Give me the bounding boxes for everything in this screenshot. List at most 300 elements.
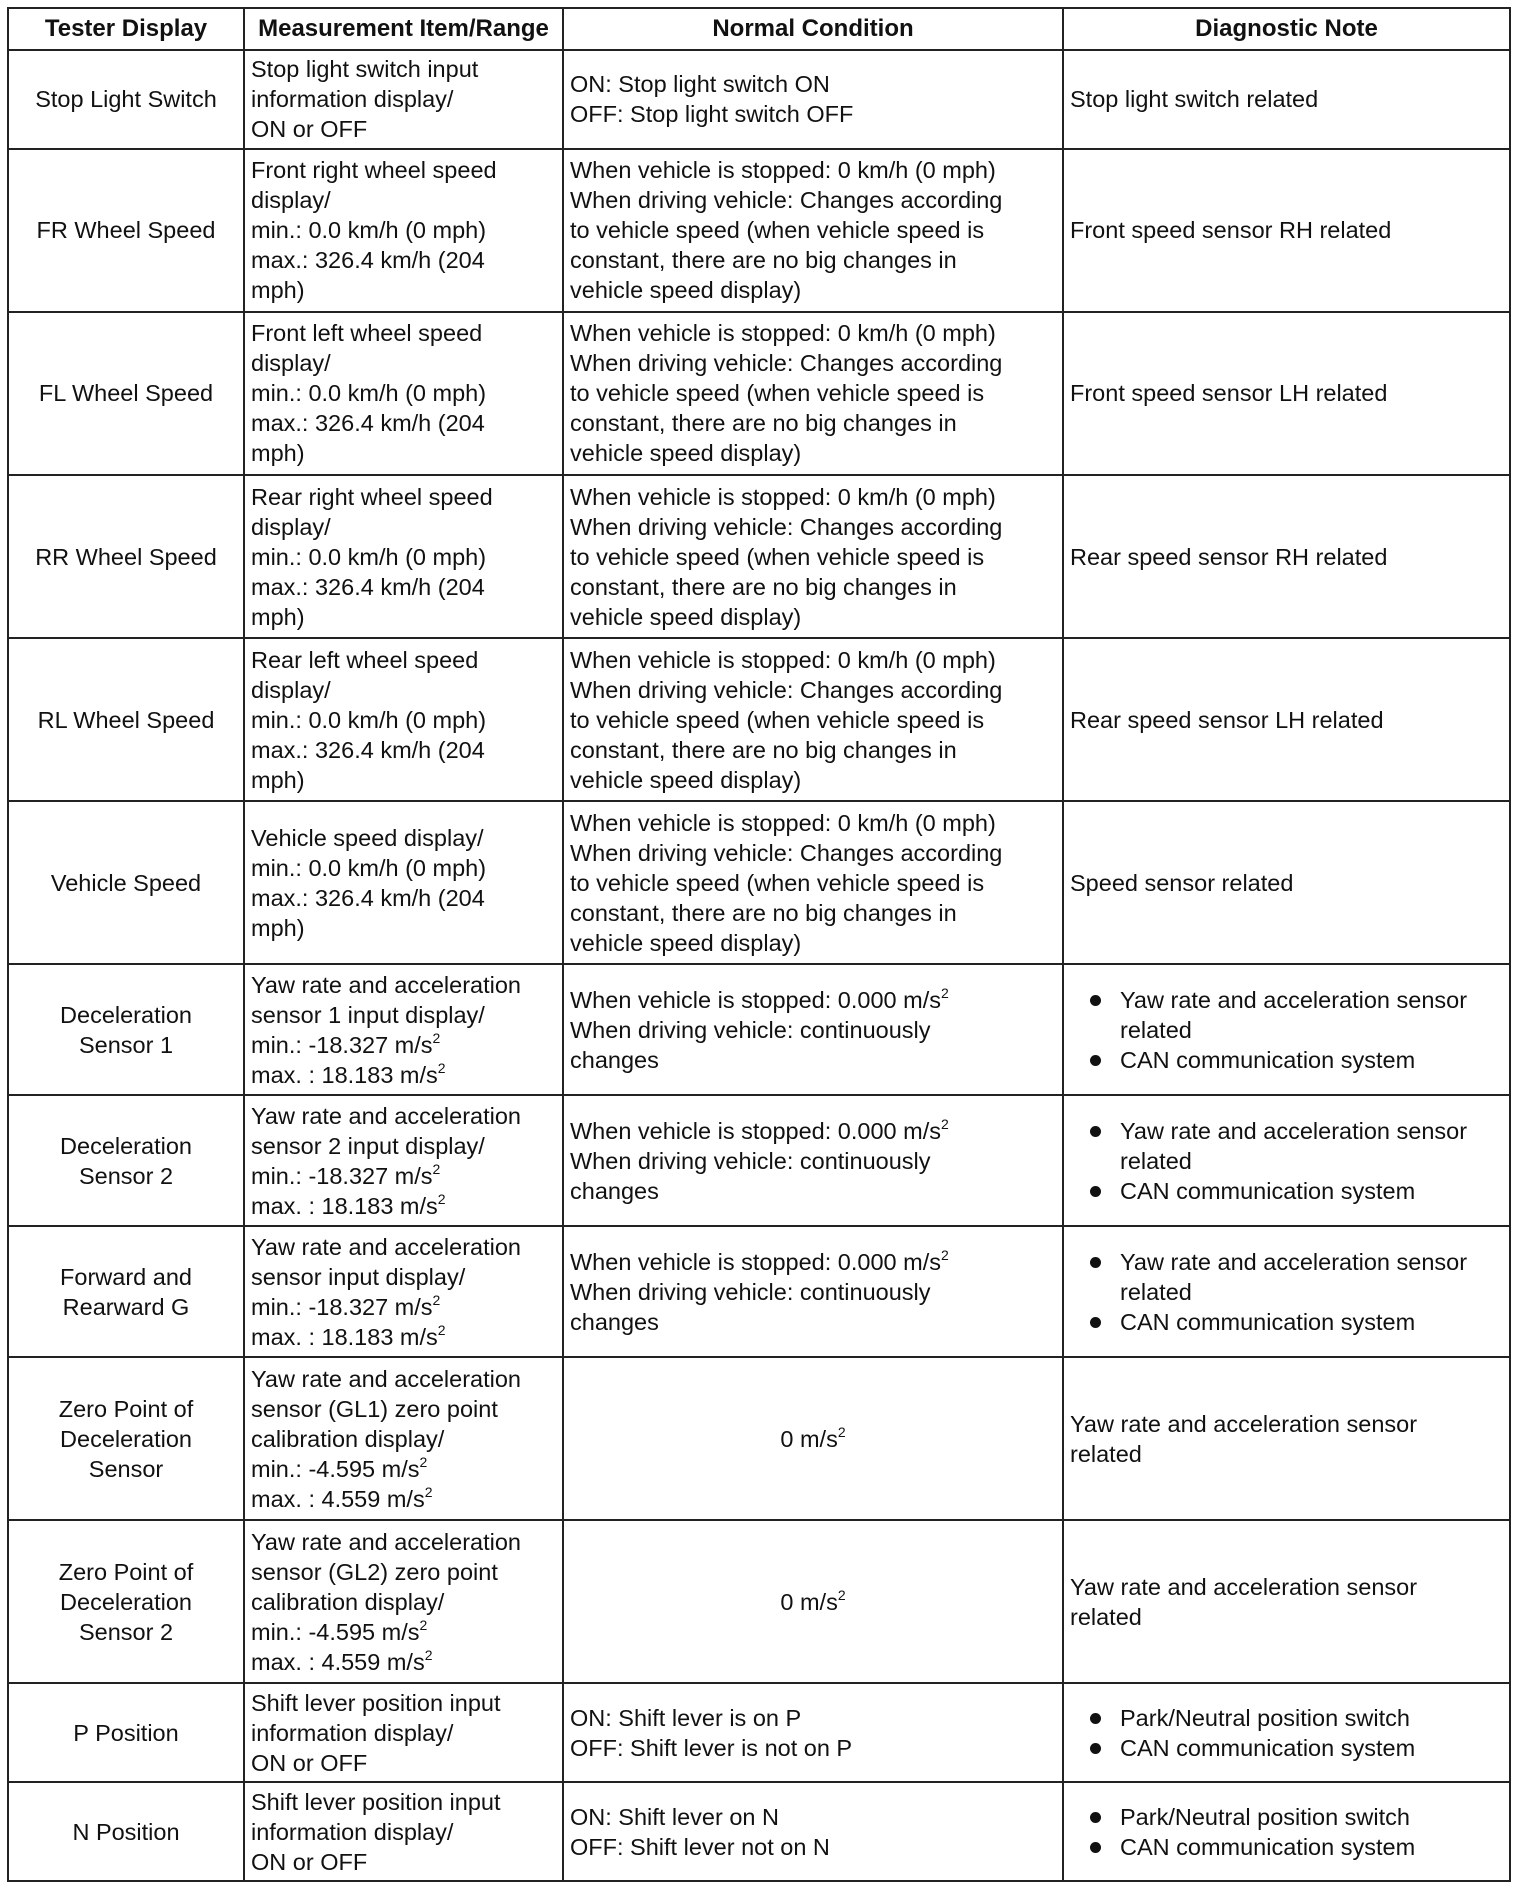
text-line (570, 735, 1056, 765)
cell-lines (1070, 215, 1503, 245)
measurement-range-cell (244, 1357, 563, 1520)
text-line-content: display/ (251, 676, 331, 703)
text-line-content: When driving vehicle: Changes according (570, 839, 1003, 866)
diagnostic-bullet-list (1070, 985, 1503, 1075)
superscript-exponent: 2 (424, 1483, 433, 1500)
text-line-content: When driving vehicle: Changes according (570, 187, 1003, 214)
text-line-content: When vehicle is stopped: 0 km/h (0 mph) (570, 646, 996, 673)
text-line-content: Front left wheel speed (251, 320, 483, 347)
table-header-row (8, 8, 1510, 50)
text-line-content: related (1070, 1603, 1142, 1630)
superscript-exponent: 2 (437, 1190, 446, 1207)
text-line-content: Deceleration (60, 1425, 192, 1452)
tester-display-cell (8, 964, 244, 1095)
text-line-content: min.: -18.327 m/s (251, 1031, 433, 1058)
cell-lines (1070, 868, 1503, 898)
tester-display-cell (8, 1520, 244, 1683)
tester-display-cell (8, 801, 244, 964)
text-line (15, 1030, 237, 1060)
tester-display-cell (8, 638, 244, 801)
diagnostic-note-cell (1063, 1782, 1510, 1881)
text-line (251, 1557, 556, 1587)
text-line (570, 1277, 1056, 1307)
text-line-content: min.: -4.595 m/s (251, 1455, 420, 1482)
cell-lines (15, 1000, 237, 1060)
text-line (15, 378, 237, 408)
diagnostic-note-cell (1063, 312, 1510, 475)
text-line-content: Rear left wheel speed (251, 646, 479, 673)
diagnostic-note-cell (1063, 149, 1510, 312)
normal-condition-cell (563, 312, 1063, 475)
cell-lines (251, 155, 556, 305)
diagnostic-bullet-item (1070, 1116, 1503, 1176)
diagnostic-note-cell (1063, 1683, 1510, 1782)
text-line (15, 1817, 237, 1847)
text-line-content: changes (570, 1046, 659, 1073)
text-line (570, 245, 1056, 275)
text-line (15, 1000, 237, 1030)
text-line-content: max.: 326.4 km/h (204 (251, 247, 485, 274)
diagnostic-bullet-list (1070, 1247, 1503, 1337)
text-line (15, 1131, 237, 1161)
cell-lines (1070, 1572, 1503, 1632)
text-line (570, 1802, 1056, 1832)
text-line (15, 1424, 237, 1454)
text-line: CAN communication system (1120, 1734, 1416, 1761)
text-line (251, 1292, 556, 1322)
cell-lines (15, 378, 237, 408)
text-line-content: to vehicle speed (when vehicle speed is (570, 217, 985, 244)
text-line (570, 408, 1056, 438)
text-line-content: min.: 0.0 km/h (0 mph) (251, 854, 487, 881)
text-line (251, 155, 556, 185)
text-line (1070, 1409, 1503, 1439)
text-line (570, 1832, 1056, 1862)
text-line (1070, 378, 1503, 408)
text-line (15, 1617, 237, 1647)
cell-lines (15, 1262, 237, 1322)
text-line-content: Front speed sensor LH related (1070, 380, 1388, 407)
text-line (251, 645, 556, 675)
diagnostic-bullet-item (1070, 1247, 1503, 1307)
text-line-content: Sensor 1 (78, 1031, 174, 1058)
superscript-exponent: 2 (432, 1029, 441, 1046)
text-line (15, 84, 237, 114)
text-line-content: Shift lever position input (251, 1788, 501, 1815)
header-diagnostic-note: Diagnostic Note (1063, 8, 1510, 50)
bullet-icon (1090, 1126, 1101, 1137)
text-line-content: to vehicle speed (when vehicle speed is (570, 543, 985, 570)
text-line: Yaw rate and acceleration sensor (1120, 986, 1468, 1013)
superscript-exponent: 2 (432, 1291, 441, 1308)
text-line-content: Rear speed sensor LH related (1070, 706, 1384, 733)
tester-display-cell (8, 1095, 244, 1226)
text-line (251, 1424, 556, 1454)
text-line (251, 318, 556, 348)
text-line-content: mph) (251, 277, 305, 304)
normal-condition-cell (563, 50, 1063, 149)
text-line (1070, 542, 1503, 572)
diagnostic-bullet-list (1070, 1802, 1503, 1862)
normal-condition-cell (563, 1226, 1063, 1357)
text-line-content: sensor input display/ (251, 1263, 466, 1290)
diagnostic-bullet-item (1070, 1703, 1503, 1733)
text-line-content: min.: 0.0 km/h (0 mph) (251, 217, 487, 244)
text-line (15, 1394, 237, 1424)
text-line: Yaw rate and acceleration sensor (1120, 1117, 1468, 1144)
text-line (251, 1161, 556, 1191)
text-line-content: When vehicle is stopped: 0.000 m/s (570, 1248, 941, 1275)
text-line-content: When driving vehicle: continuously (570, 1016, 931, 1043)
text-line-content: OFF: Shift lever not on N (570, 1833, 830, 1860)
text-line-content: max.: 326.4 km/h (204 (251, 573, 485, 600)
text-line (1070, 1439, 1503, 1469)
text-line-content: constant, there are no big changes in (570, 899, 957, 926)
text-line-content: to vehicle speed (when vehicle speed is (570, 706, 985, 733)
text-line-content: Zero Point of (58, 1558, 194, 1585)
text-line-content: Deceleration (60, 1001, 192, 1028)
tester-display-cell (8, 50, 244, 149)
diagnostic-note-cell (1063, 964, 1510, 1095)
text-line-content: Sensor 2 (78, 1162, 174, 1189)
text-line (251, 1131, 556, 1161)
text-line (251, 1191, 556, 1221)
text-line (570, 348, 1056, 378)
superscript-exponent: 2 (432, 1160, 441, 1177)
text-line (1070, 868, 1503, 898)
text-line (570, 69, 1056, 99)
cell-lines (1070, 542, 1503, 572)
table-row (8, 1095, 1510, 1226)
bullet-icon (1090, 1317, 1101, 1328)
bullet-icon (1090, 1842, 1101, 1853)
text-line (251, 1030, 556, 1060)
diagnostic-bullet-item (1070, 1307, 1503, 1337)
cell-lines (570, 1703, 1056, 1763)
text-line-content: max. : 4.559 m/s (251, 1485, 425, 1512)
text-line-content: When vehicle is stopped: 0 km/h (0 mph) (570, 809, 996, 836)
normal-condition-cell (563, 1357, 1063, 1520)
text-line-content: vehicle speed display) (570, 277, 802, 304)
table-row (8, 964, 1510, 1095)
text-line-content: When vehicle is stopped: 0 km/h (0 mph) (570, 483, 996, 510)
text-line (570, 155, 1056, 185)
text-line (251, 482, 556, 512)
text-line-content: changes (570, 1308, 659, 1335)
text-line-content: When driving vehicle: continuously (570, 1278, 931, 1305)
text-line: Park/Neutral position switch (1120, 1704, 1410, 1731)
cell-lines (15, 1718, 237, 1748)
text-line-content: to vehicle speed (when vehicle speed is (570, 380, 985, 407)
text-line-content: Zero Point of (58, 1395, 194, 1422)
table-row (8, 1782, 1510, 1881)
measurement-range-cell (244, 149, 563, 312)
text-line-content: Rear speed sensor RH related (1070, 543, 1388, 570)
text-line (570, 808, 1056, 838)
diagnostic-note-cell (1063, 1226, 1510, 1357)
cell-lines (251, 1527, 556, 1677)
text-line-content: information display/ (251, 1818, 454, 1845)
cell-lines (251, 482, 556, 632)
text-line: related (1120, 1016, 1192, 1043)
diagnostic-bullet-item (1070, 1045, 1503, 1075)
header-normal-condition: Normal Condition (563, 8, 1063, 50)
measurement-range-cell (244, 50, 563, 149)
cell-lines (251, 1787, 556, 1877)
diagnostic-bullet-item (1070, 1832, 1503, 1862)
text-line (570, 1307, 1056, 1337)
text-line-content: Rearward G (62, 1293, 190, 1320)
text-line (251, 1847, 556, 1877)
text-line-content: Yaw rate and acceleration (251, 971, 521, 998)
text-line (251, 84, 556, 114)
normal-condition-cell (563, 1683, 1063, 1782)
text-line-content: Vehicle Speed (50, 869, 202, 896)
bullet-icon (1090, 1186, 1101, 1197)
text-line-content: sensor (GL1) zero point (251, 1395, 498, 1422)
text-line-content: constant, there are no big changes in (570, 573, 957, 600)
text-line-content: display/ (251, 513, 331, 540)
text-line (251, 572, 556, 602)
text-line (570, 675, 1056, 705)
cell-lines (15, 705, 237, 735)
text-line (570, 438, 1056, 468)
cell-lines (251, 1688, 556, 1778)
tester-display-cell (8, 1683, 244, 1782)
text-line-content: min.: -18.327 m/s (251, 1293, 433, 1320)
text-line (251, 1232, 556, 1262)
normal-condition-cell (563, 1095, 1063, 1226)
text-line (15, 215, 237, 245)
text-line-content: When vehicle is stopped: 0.000 m/s (570, 1117, 941, 1144)
text-line (570, 542, 1056, 572)
text-line (251, 765, 556, 795)
superscript-exponent: 2 (437, 1059, 446, 1076)
text-line-content: vehicle speed display) (570, 929, 802, 956)
text-line (251, 675, 556, 705)
text-line-content: Yaw rate and acceleration (251, 1365, 521, 1392)
text-line (570, 602, 1056, 632)
measurement-range-cell (244, 1226, 563, 1357)
diagnostic-note-cell (1063, 50, 1510, 149)
text-line-content: When driving vehicle: Changes according (570, 676, 1003, 703)
text-line-content: vehicle speed display) (570, 603, 802, 630)
text-line (251, 1060, 556, 1090)
cell-lines (251, 1232, 556, 1352)
diagnostic-bullet-item (1070, 1802, 1503, 1832)
cell-lines (570, 1802, 1056, 1862)
superscript-exponent: 2 (837, 1586, 846, 1603)
text-line-content: Rear right wheel speed (251, 483, 493, 510)
tester-display-cell (8, 1357, 244, 1520)
text-line-content: max. : 4.559 m/s (251, 1648, 425, 1675)
text-line-content: ON or OFF (251, 116, 368, 143)
text-line-content: OFF: Stop light switch OFF (570, 101, 854, 128)
text-line-content: min.: 0.0 km/h (0 mph) (251, 706, 487, 733)
text-line (570, 645, 1056, 675)
text-line (251, 1484, 556, 1514)
tester-display-cell (8, 1782, 244, 1881)
text-line: CAN communication system (1120, 1308, 1416, 1335)
text-line (251, 1688, 556, 1718)
text-line-content: When vehicle is stopped: 0 km/h (0 mph) (570, 320, 996, 347)
normal-condition-cell (563, 1782, 1063, 1881)
measurement-range-cell (244, 1683, 563, 1782)
superscript-exponent: 2 (940, 984, 949, 1001)
text-line (251, 542, 556, 572)
text-line-content: mph) (251, 766, 305, 793)
text-line-content: Stop light switch related (1070, 86, 1319, 113)
text-line (251, 408, 556, 438)
text-line (15, 1718, 237, 1748)
text-line (251, 54, 556, 84)
text-line-content: information display/ (251, 86, 454, 113)
cell-lines (15, 1557, 237, 1647)
text-line (15, 1262, 237, 1292)
text-line (15, 705, 237, 735)
text-line-content: mph) (251, 603, 305, 630)
text-line (251, 1787, 556, 1817)
superscript-exponent: 2 (437, 1321, 446, 1338)
text-line (15, 1557, 237, 1587)
text-line-content: display/ (251, 187, 331, 214)
text-line-content: Yaw rate and acceleration (251, 1102, 521, 1129)
cell-lines (570, 645, 1056, 795)
data-monitor-table (7, 7, 1511, 1882)
text-line-content: Front right wheel speed (251, 157, 497, 184)
normal-condition-cell (563, 801, 1063, 964)
text-line-content: When driving vehicle: continuously (570, 1147, 931, 1174)
table-row (8, 312, 1510, 475)
text-line (570, 1116, 1056, 1146)
bullet-icon (1090, 1743, 1101, 1754)
text-line-content: Stop light switch input (251, 56, 479, 83)
measurement-range-cell (244, 638, 563, 801)
text-line-content: constant, there are no big changes in (570, 247, 957, 274)
text-line (251, 215, 556, 245)
cell-lines (15, 215, 237, 245)
text-line (15, 1161, 237, 1191)
cell-lines (570, 1424, 1056, 1454)
text-line (251, 1527, 556, 1557)
text-line-content: Shift lever position input (251, 1689, 501, 1716)
measurement-range-cell (244, 1520, 563, 1683)
normal-condition-cell (563, 964, 1063, 1095)
text-line (570, 99, 1056, 129)
text-line-content: vehicle speed display) (570, 766, 802, 793)
table-row (8, 1520, 1510, 1683)
text-line: CAN communication system (1120, 1833, 1416, 1860)
cell-lines (1070, 84, 1503, 114)
text-line-content: ON: Shift lever is on P (570, 1704, 802, 1731)
text-line (251, 438, 556, 468)
tester-display-cell (8, 149, 244, 312)
text-line (570, 765, 1056, 795)
text-line-content: Forward and (60, 1263, 192, 1290)
diagnostic-note-cell (1063, 1520, 1510, 1683)
text-line-content: related (1070, 1440, 1142, 1467)
text-line (251, 735, 556, 765)
measurement-range-cell (244, 801, 563, 964)
text-line (570, 185, 1056, 215)
text-line-content: mph) (251, 914, 305, 941)
text-line (15, 1292, 237, 1322)
cell-lines (251, 645, 556, 795)
tester-display-cell (8, 1226, 244, 1357)
text-line (251, 705, 556, 735)
measurement-range-cell (244, 964, 563, 1095)
header-measurement-item: Measurement Item/Range (244, 8, 563, 50)
text-line-content: display/ (251, 350, 331, 377)
superscript-exponent: 2 (837, 1423, 846, 1440)
cell-lines (570, 1587, 1056, 1617)
text-line-content: Yaw rate and acceleration sensor (1070, 1573, 1418, 1600)
text-line (570, 898, 1056, 928)
text-line-content: max.: 326.4 km/h (204 (251, 736, 485, 763)
cell-lines (15, 868, 237, 898)
diagnostic-bullet-list (1070, 1116, 1503, 1206)
text-line (1070, 1602, 1503, 1632)
diagnostic-note-cell (1063, 801, 1510, 964)
diagnostic-bullet-list (1070, 1703, 1503, 1763)
text-line (251, 853, 556, 883)
text-line (251, 275, 556, 305)
text-line (570, 1247, 1056, 1277)
tester-display-cell (8, 312, 244, 475)
text-line-content: max.: 326.4 km/h (204 (251, 884, 485, 911)
text-line-content: information display/ (251, 1719, 454, 1746)
measurement-range-cell (244, 1782, 563, 1881)
text-line-content: Yaw rate and acceleration sensor (1070, 1410, 1418, 1437)
text-line-content: sensor 1 input display/ (251, 1001, 485, 1028)
table-row (8, 50, 1510, 149)
text-line (570, 378, 1056, 408)
text-line-content: When driving vehicle: Changes according (570, 350, 1003, 377)
cell-lines (15, 1817, 237, 1847)
diagnostic-note-cell (1063, 475, 1510, 638)
normal-condition-cell (563, 1520, 1063, 1683)
diagnostic-note-cell (1063, 1095, 1510, 1226)
text-line (570, 868, 1056, 898)
cell-lines (15, 542, 237, 572)
table-body (8, 50, 1510, 1881)
cell-lines (570, 1116, 1056, 1206)
text-line-content: calibration display/ (251, 1425, 445, 1452)
text-line-content: sensor 2 input display/ (251, 1132, 485, 1159)
table-row (8, 1226, 1510, 1357)
text-line-content: When driving vehicle: Changes according (570, 513, 1003, 540)
diagnostic-bullet-item (1070, 985, 1503, 1045)
text-line-content: RL Wheel Speed (37, 706, 215, 733)
text-line-content: When vehicle is stopped: 0 km/h (0 mph) (570, 157, 996, 184)
diagnostic-note-cell (1063, 1357, 1510, 1520)
text-line (251, 1748, 556, 1778)
superscript-exponent: 2 (419, 1616, 428, 1633)
text-line (251, 823, 556, 853)
text-line (251, 245, 556, 275)
bullet-icon (1090, 1812, 1101, 1823)
text-line (570, 1015, 1056, 1045)
text-line (570, 1424, 1056, 1454)
text-line-content: OFF: Shift lever is not on P (570, 1734, 853, 1761)
text-line-content: vehicle speed display) (570, 440, 802, 467)
text-line-content: Sensor (88, 1455, 164, 1482)
text-line (251, 883, 556, 913)
bullet-icon (1090, 1055, 1101, 1066)
text-line (570, 985, 1056, 1015)
text-line-content: Sensor 2 (78, 1618, 174, 1645)
text-line (251, 1617, 556, 1647)
